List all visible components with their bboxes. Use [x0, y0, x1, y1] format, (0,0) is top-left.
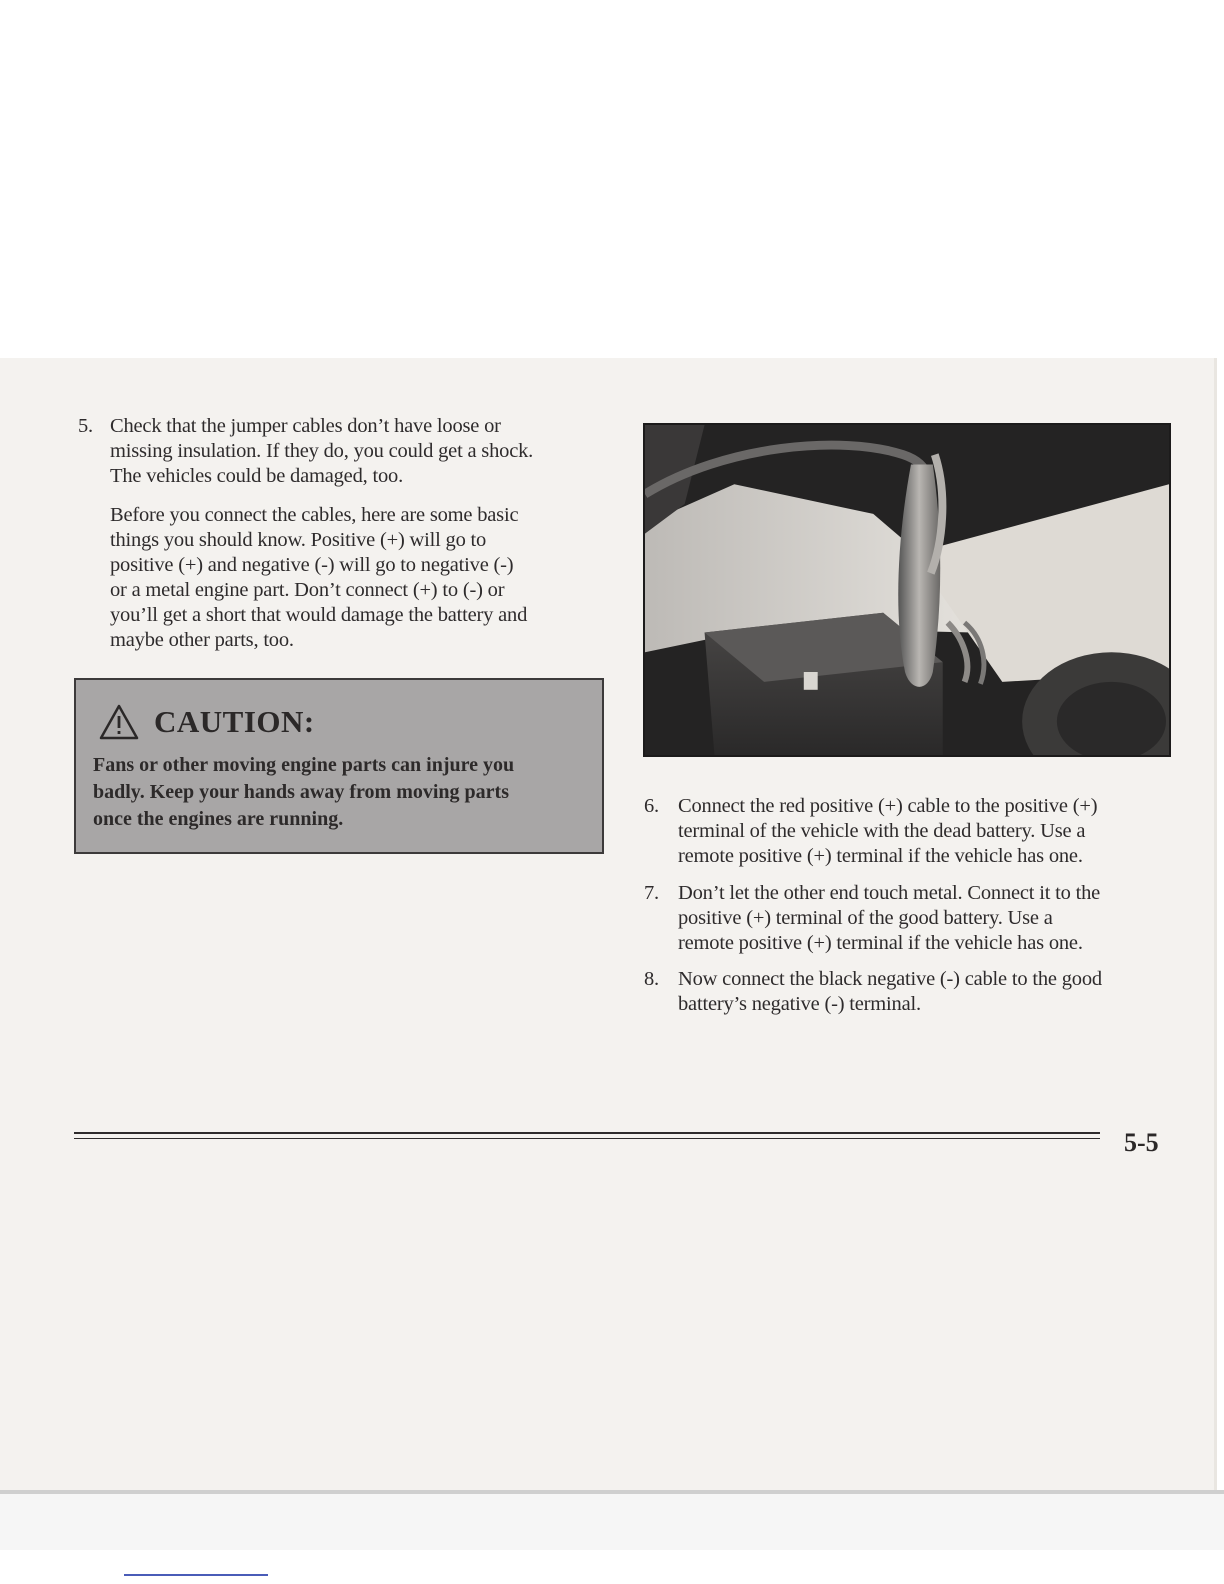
paragraph-line: you’ll get a short that would damage the battery and — [110, 604, 528, 626]
jumper-cable-clamp-photo — [643, 423, 1171, 757]
step-6 — [644, 794, 1184, 872]
step-line: Connect the red positive (+) cable to the positive (+) — [678, 795, 1098, 817]
photo-illustration — [645, 425, 1169, 755]
step-number: 6. — [644, 795, 659, 817]
step-text — [678, 794, 1097, 869]
step-line: The vehicles could be damaged, too. — [110, 465, 403, 487]
paragraph-line: things you should know. Positive (+) will go to — [110, 529, 487, 551]
step-number: 8. — [644, 968, 659, 990]
caution-line: Fans or other moving engine parts can injure you — [93, 754, 515, 776]
step-line: terminal of the vehicle with the dead battery. Use a — [678, 820, 1086, 842]
step-number: 5. — [78, 415, 93, 437]
step-8 — [644, 967, 1184, 1019]
step-5 — [78, 414, 618, 492]
step-line: remote positive (+) terminal if the vehicle has one. — [678, 845, 1083, 867]
paragraph-line: maybe other parts, too. — [110, 629, 294, 651]
blue-underline — [124, 1574, 268, 1576]
step-text — [678, 881, 1100, 956]
footer-rule-top — [74, 1132, 1100, 1134]
step-line: Don’t let the other end touch metal. Connect it to the — [678, 882, 1101, 904]
step-text — [678, 967, 1102, 1017]
footer-rule-bottom — [74, 1138, 1100, 1139]
paragraph-line: positive (+) and negative (-) will go to negative (-) — [110, 554, 514, 576]
paragraph-line: Before you connect the cables, here are some basic — [110, 504, 519, 526]
warning-triangle-icon — [98, 703, 140, 741]
page-number: 5-5 — [1124, 1128, 1159, 1157]
step-line: Now connect the black negative (-) cable to the good — [678, 968, 1102, 990]
step-line: remote positive (+) terminal if the vehicle has one. — [678, 932, 1083, 954]
caution-title: CAUTION: — [154, 704, 315, 739]
paragraph-line: or a metal engine part. Don’t connect (+) to (-) or — [110, 579, 505, 601]
step-line: positive (+) terminal of the good battery. Use a — [678, 907, 1053, 929]
caution-header — [98, 700, 315, 744]
step-line: missing insulation. If they do, you could get a shock. — [110, 440, 534, 462]
caution-box — [74, 678, 604, 854]
basics-paragraph — [110, 503, 620, 653]
step-text — [110, 414, 533, 489]
step-line: Check that the jumper cables don’t have loose or — [110, 415, 501, 437]
step-number: 7. — [644, 882, 659, 904]
caution-line: badly. Keep your hands away from moving parts — [93, 781, 509, 803]
step-line: battery’s negative (-) terminal. — [678, 993, 921, 1015]
caution-text — [93, 752, 593, 833]
scan-margin — [0, 1494, 1224, 1550]
step-7 — [644, 881, 1184, 959]
caution-line: once the engines are running. — [93, 808, 344, 830]
